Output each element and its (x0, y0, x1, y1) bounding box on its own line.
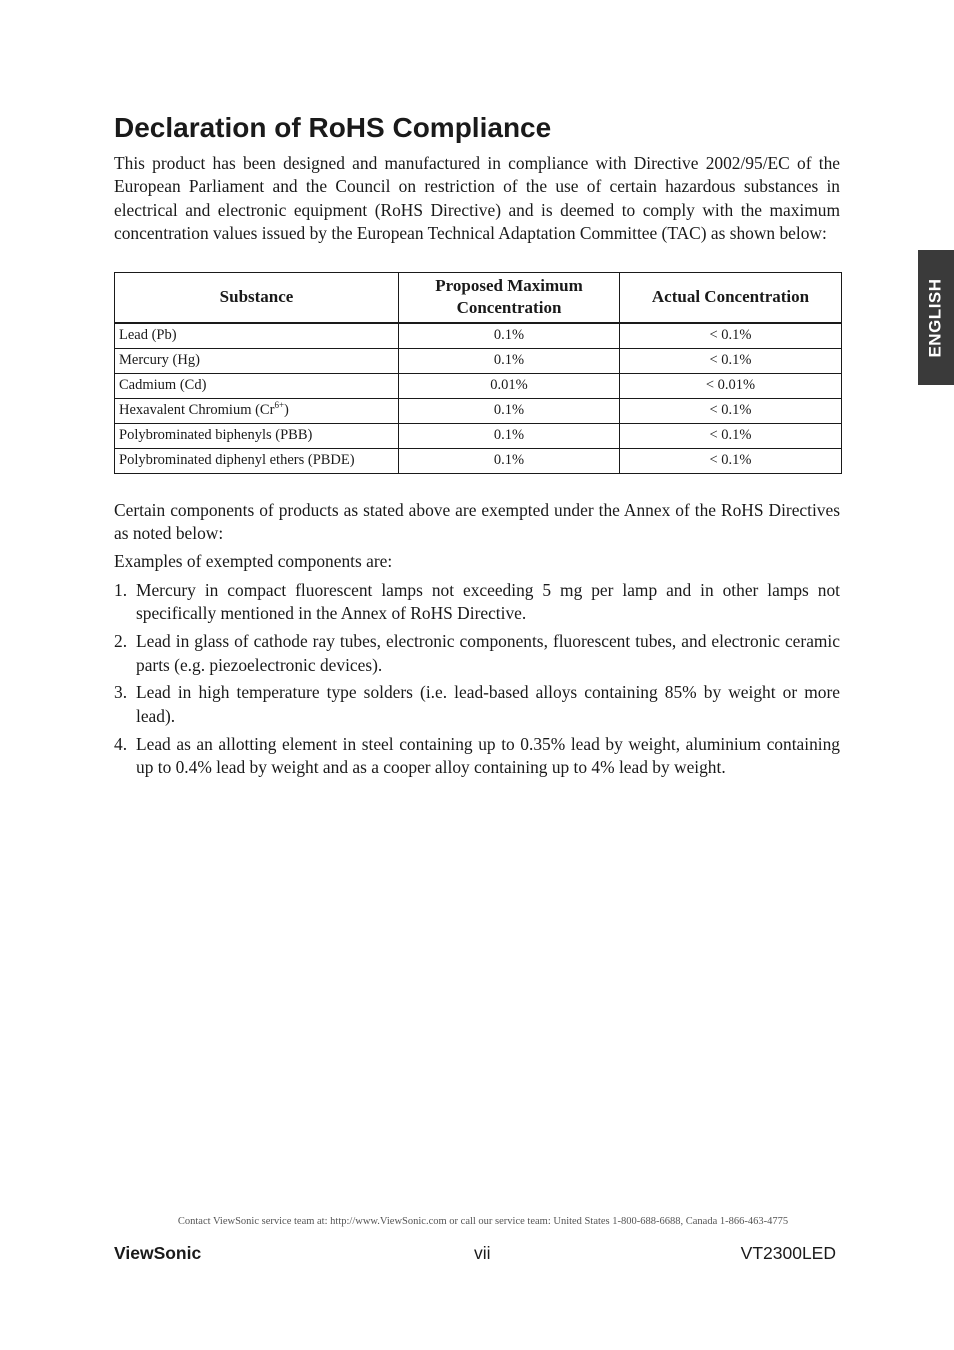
list-text: Mercury in compact fluorescent lamps not exceeding 5 mg per lamp and in other lamps not specifically mentioned in the Annex of RoHS Directive. (136, 579, 840, 624)
page-title: Declaration of RoHS Compliance (114, 112, 552, 143)
substance-cell: Mercury (Hg) (115, 348, 399, 373)
list-text: Lead as an allotting element in steel containing up to 0.35% lead by weight, aluminium containing up to 0.4% lead by weight and as a cooper alloy containing up to 4% lead by weight. (136, 733, 840, 778)
header-actual: Actual Concentration (620, 272, 842, 323)
actual-cell: < 0.01% (620, 373, 842, 398)
list-item (114, 733, 840, 780)
language-tab-label: ENGLISH (926, 277, 945, 358)
proposed-cell: 0.1% (399, 448, 620, 473)
table-row (115, 323, 842, 349)
list-item (114, 579, 840, 626)
proposed-cell: 0.01% (399, 373, 620, 398)
exemption-intro: Certain components of products as stated above are exempted under the Annex of the RoHS Directives as noted below: (114, 499, 840, 544)
actual-cell: < 0.1% (620, 423, 842, 448)
model-number: VT2300LED (740, 1243, 836, 1263)
list-number: 4. (114, 733, 128, 754)
list-item (114, 630, 840, 677)
proposed-cell: 0.1% (399, 398, 620, 423)
page-footer (114, 1243, 836, 1267)
examples-heading: Examples of exempted components are: (114, 551, 393, 572)
table-row (115, 448, 842, 473)
actual-cell: < 0.1% (620, 323, 842, 349)
actual-cell: < 0.1% (620, 448, 842, 473)
superscript: 6+ (274, 400, 285, 411)
exemption-list (114, 579, 840, 780)
rohs-table (114, 272, 842, 474)
footer-brand: ViewSonic (114, 1243, 202, 1263)
contact-line: Contact ViewSonic service team at: http://www.ViewSonic.com or call our service team: United States 1-800-688-6688, Canada 1-866-463-4775 (177, 1216, 789, 1227)
proposed-cell: 0.1% (399, 323, 620, 349)
intro-paragraph: This product has been designed and manufactured in compliance with Directive 2002/95/EC of the European Parliament and the Council on restriction of the use of certain hazardous substances in electrical and electronic equipment (RoHS Directive) and is deemed to comply with the maximum concentration values issued by the European Technical Adaptation Committee (TAC) as shown below: (114, 153, 840, 244)
actual-cell: < 0.1% (620, 398, 842, 423)
substance-cell: Polybrominated diphenyl ethers (PBDE) (115, 448, 399, 473)
list-text: Lead in high temperature type solders (i.e. lead-based alloys containing 85% by weight or more lead). (136, 682, 840, 726)
table-row (115, 423, 842, 448)
main-content (114, 110, 840, 784)
substance-cell: Lead (Pb) (115, 323, 399, 349)
table-row (115, 398, 842, 423)
proposed-cell: 0.1% (399, 348, 620, 373)
substance-cell (115, 398, 399, 423)
substance-text: Hexavalent Chromium (Cr (119, 402, 275, 419)
language-tab (918, 250, 954, 385)
page-number: vii (474, 1243, 491, 1263)
substance-cell: Cadmium (Cd) (115, 373, 399, 398)
table-row (115, 348, 842, 373)
actual-cell: < 0.1% (620, 348, 842, 373)
list-number: 3. (114, 682, 128, 703)
list-number: 2. (114, 631, 128, 652)
list-text: Lead in glass of cathode ray tubes, electronic components, fluorescent tubes, and electronic ceramic parts (e.g. piezoelectronic devices). (136, 631, 840, 675)
header-substance: Substance (115, 272, 399, 323)
list-number: 1. (114, 579, 128, 600)
list-item (114, 681, 840, 728)
table-row (115, 373, 842, 398)
proposed-cell: 0.1% (399, 423, 620, 448)
substance-cell: Polybrominated biphenyls (PBB) (115, 423, 399, 448)
table-header-row (115, 272, 842, 323)
header-proposed: Proposed Maximum Concentration (399, 272, 620, 323)
substance-suffix: ) (284, 402, 289, 419)
